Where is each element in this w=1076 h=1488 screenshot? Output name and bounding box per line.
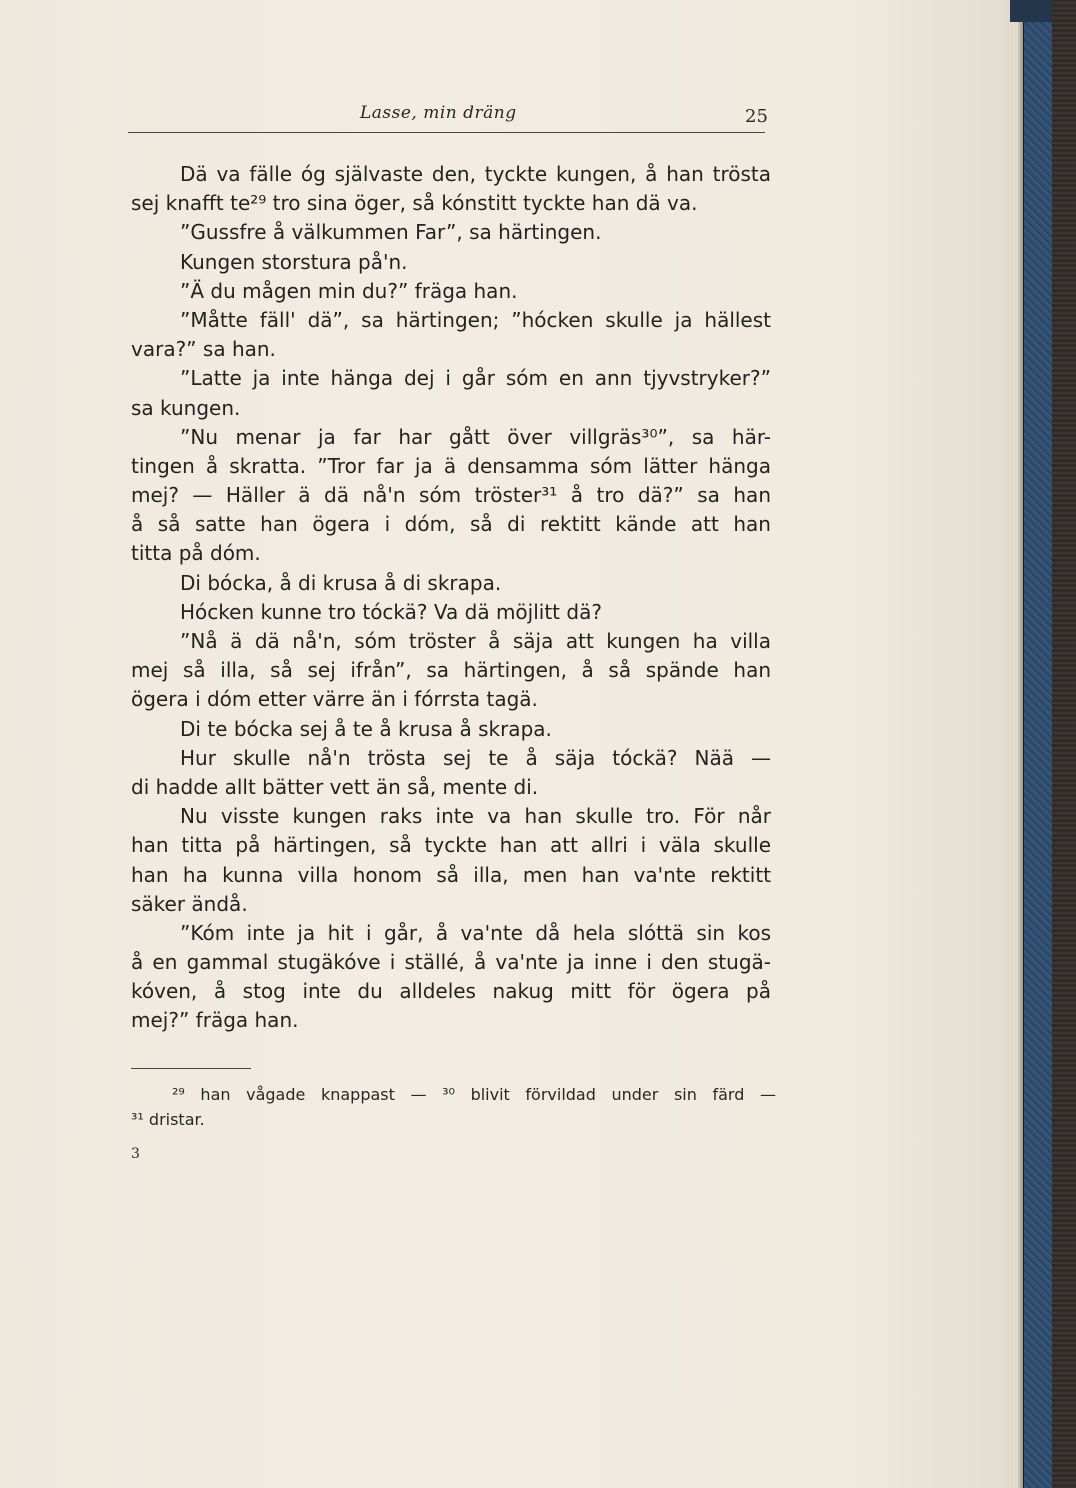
text-line: Hur skulle nå'n trösta sej te å säja tóckä? Nää —	[180, 745, 771, 770]
text-line: säker ändå.	[131, 891, 248, 916]
text-line: sa kungen.	[131, 395, 241, 420]
text-line: Di te bócka sej å te å krusa å skrapa.	[180, 716, 552, 741]
text-line: ”Nå ä dä nå'n, sóm tröster å säja att kungen ha villa	[180, 629, 771, 653]
text-line: Nu visste kungen raks inte va han skulle tro. För når	[180, 804, 771, 829]
body-text	[131, 160, 771, 1036]
text-line: Kungen storstura på'n.	[180, 249, 408, 274]
text-line: ”Måtte fäll' dä”, sa härtingen; ”hócken skulle ja hällest	[180, 307, 771, 332]
footnotes	[131, 1082, 776, 1132]
book-cover	[1024, 0, 1052, 1488]
text-line: di hadde allt bätter vett än så, mente di.	[131, 774, 539, 799]
text-line: mej? — Häller ä dä nå'n sóm tröster³¹ å tro dä?” sa han	[131, 483, 771, 508]
text-line: sej knafft te²⁹ tro sina öger, så kónstitt tyckte han dä va.	[131, 191, 698, 216]
text-line: han ha kunna villa honom så illa, men han va'nte rektitt	[131, 862, 771, 887]
text-line: titta på dóm.	[131, 541, 261, 566]
running-title: Lasse, min dräng	[360, 103, 517, 123]
text-line: ”Kóm inte ja hit i går, å va'nte då hela slóttä sin kos	[180, 920, 771, 945]
text-line: tingen å skratta. ”Tror far ja ä densamma sóm lätter hänga	[131, 453, 771, 478]
text-line: mej?” fräga han.	[131, 1008, 299, 1033]
text-line: ”Gussfre å välkummen Far”, sa härtingen.	[180, 220, 602, 245]
text-line: han titta på härtingen, så tyckte han att allri i väla skulle	[131, 833, 771, 858]
text-line: vara?” sa han.	[131, 337, 276, 362]
header-rule	[128, 132, 765, 133]
text-line: kóven, å stog inte du alldeles nakug mitt för ögera på	[131, 979, 771, 1004]
signature-mark: 3	[131, 1146, 140, 1162]
text-line: Dä va fälle óg självaste den, tyckte kungen, å han trösta	[180, 162, 771, 186]
footnote-rule	[131, 1068, 251, 1069]
footnote-line: ²⁹ han vågade knappast — ³⁰ blivit förvildad under sin färd —	[172, 1085, 776, 1104]
text-line: å så satte han ögera i dóm, så di rektitt kände att han	[131, 512, 771, 537]
text-line: ögera i dóm etter värre än i fórrsta tagä.	[131, 687, 538, 712]
text-line: Di bócka, å di krusa å di skrapa.	[180, 570, 502, 595]
text-line: mej så illa, så sej ifrån”, sa härtingen, å så spände han	[131, 658, 771, 683]
text-line: å en gammal stugäkóve i ställé, å va'nte ja inne i den stugä-	[131, 950, 771, 975]
text-line: ”Latte ja inte hänga dej i går sóm en ann tjyvstryker?”	[180, 366, 771, 391]
page-number: 25	[745, 106, 768, 127]
text-line: ”Nu menar ja far har gått över villgräs³⁰”, sa här-	[180, 424, 771, 449]
background-surface	[1052, 0, 1076, 1488]
text-line: Hócken kunne tro tóckä? Va dä möjlitt dä?	[180, 599, 602, 624]
text-line: ”Ä du mågen min du?” fräga han.	[180, 278, 518, 303]
footnote-line: ³¹ dristar.	[131, 1110, 205, 1129]
